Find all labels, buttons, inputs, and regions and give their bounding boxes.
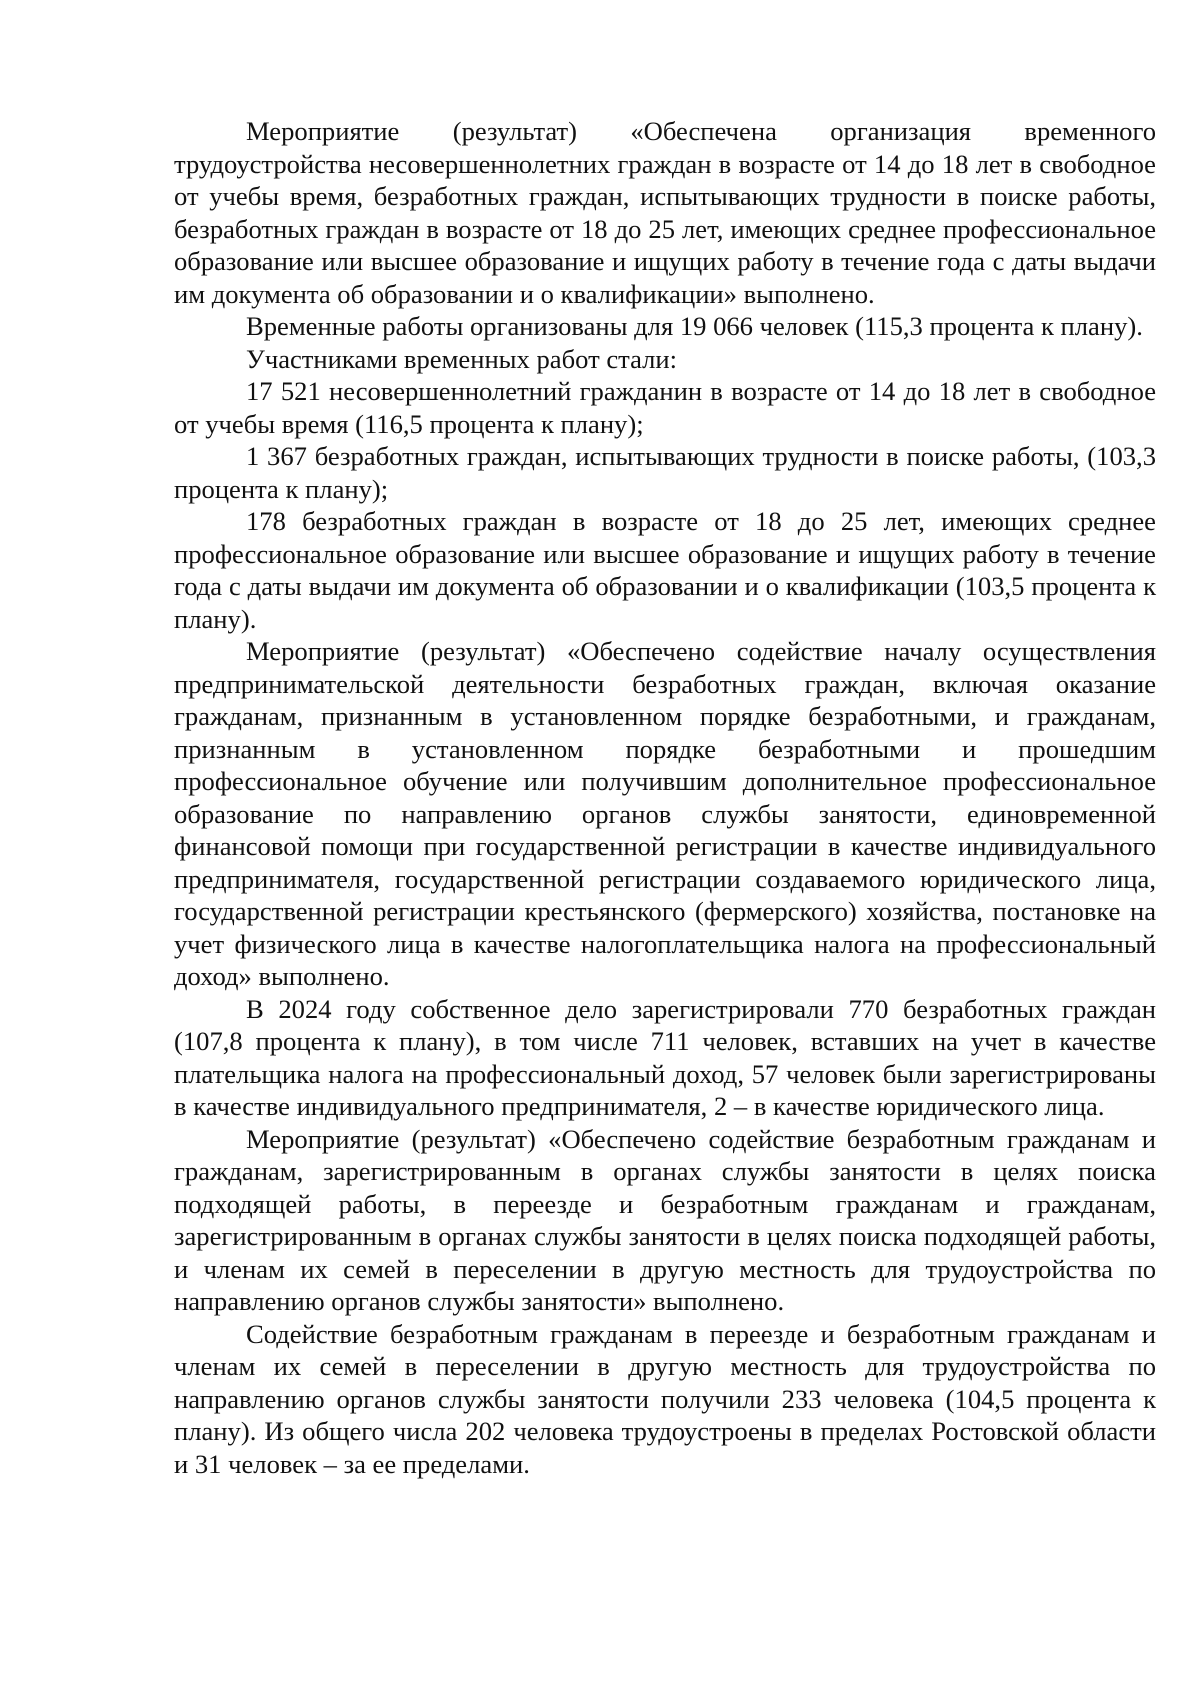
paragraph-participants-intro: Участниками временных работ стали:: [246, 343, 678, 374]
paragraph-young-graduates-count: 178 безработных граждан в возрасте от 18 до 25 лет, имеющих среднее профессиональное образование или высшее образование и ищущих работу в течение года с даты выдачи им документа об образовании и о квалификации (103,5 процента к плану).: [174, 506, 1156, 634]
paragraph-temporary-employment-event: Мероприятие (результат) «Обеспечена организация временного трудоустройства несовершеннолетних граждан в возрасте от 14 до 18 лет в свободное от учебы время, безработных граждан, испытывающих трудности в поиске работы, безработных граждан в возрасте от 18 до 25 лет, имеющих среднее профессиональное образование или высшее образование и ищущих работу в течение года с даты выдачи им документа об образовании и о квалификации» выполнено.: [174, 116, 1156, 309]
document-page: [174, 115, 1156, 1480]
paragraph-minors-count: 17 521 несовершеннолетний гражданин в возрасте от 14 до 18 лет в свободное от учебы время (116,5 процента к плану);: [174, 376, 1156, 439]
paragraph-entrepreneurship-event: Мероприятие (результат) «Обеспечено содействие началу осуществления предпринимательской деятельности безработных граждан, включая оказание гражданам, признанным в установленном порядке безработными, и гражданам, признанным в установленном порядке безработными и прошедшим профессиональное обучение или получившим дополнительное профессиональное образование по направлению органов службы занятости, единовременной финансовой помощи при государственной регистрации в качестве индивидуального предпринимателя, государственной регистрации создаваемого юридического лица, государственной регистрации крестьянского (фермерского) хозяйства, постановке на учет физического лица в качестве налогоплательщика налога на профессиональный доход» выполнено.: [174, 636, 1156, 991]
paragraph-relocation-results: Содействие безработным гражданам в переезде и безработным гражданам и членам их семей в переселении в другую местность для трудоустройства по направлению органов службы занятости получили 233 человека (104,5 процента к плану). Из общего числа 202 человека трудоустроены в пределах Ростовской области и 31 человек – за ее пределами.: [174, 1318, 1156, 1479]
paragraph-unemployed-difficulty-count: 1 367 безработных граждан, испытывающих трудности в поиске работы, (103,3 процента к плану);: [174, 441, 1156, 504]
paragraph-entrepreneurship-results: В 2024 году собственное дело зарегистрировали 770 безработных граждан (107,8 процента к плану), в том числе 711 человек, вставших на учет в качестве плательщика налога на профессиональный доход, 57 человек были зарегистрированы в качестве индивидуального предпринимателя, 2 – в качестве юридического лица.: [174, 993, 1156, 1121]
paragraph-temporary-works-total: Временные работы организованы для 19 066 человек (115,3 процента к плану).: [246, 311, 1143, 341]
paragraph-relocation-event: Мероприятие (результат) «Обеспечено содействие безработным гражданам и гражданам, зарегистрированным в органах службы занятости в целях поиска подходящей работы, в переезде и безработным гражданам и гражданам, зарегистрированным в органах службы занятости в целях поиска подходящей работы, и членам их семей в переселении в другую местность для трудоустройства по направлению органов службы занятости» выполнено.: [174, 1123, 1156, 1316]
